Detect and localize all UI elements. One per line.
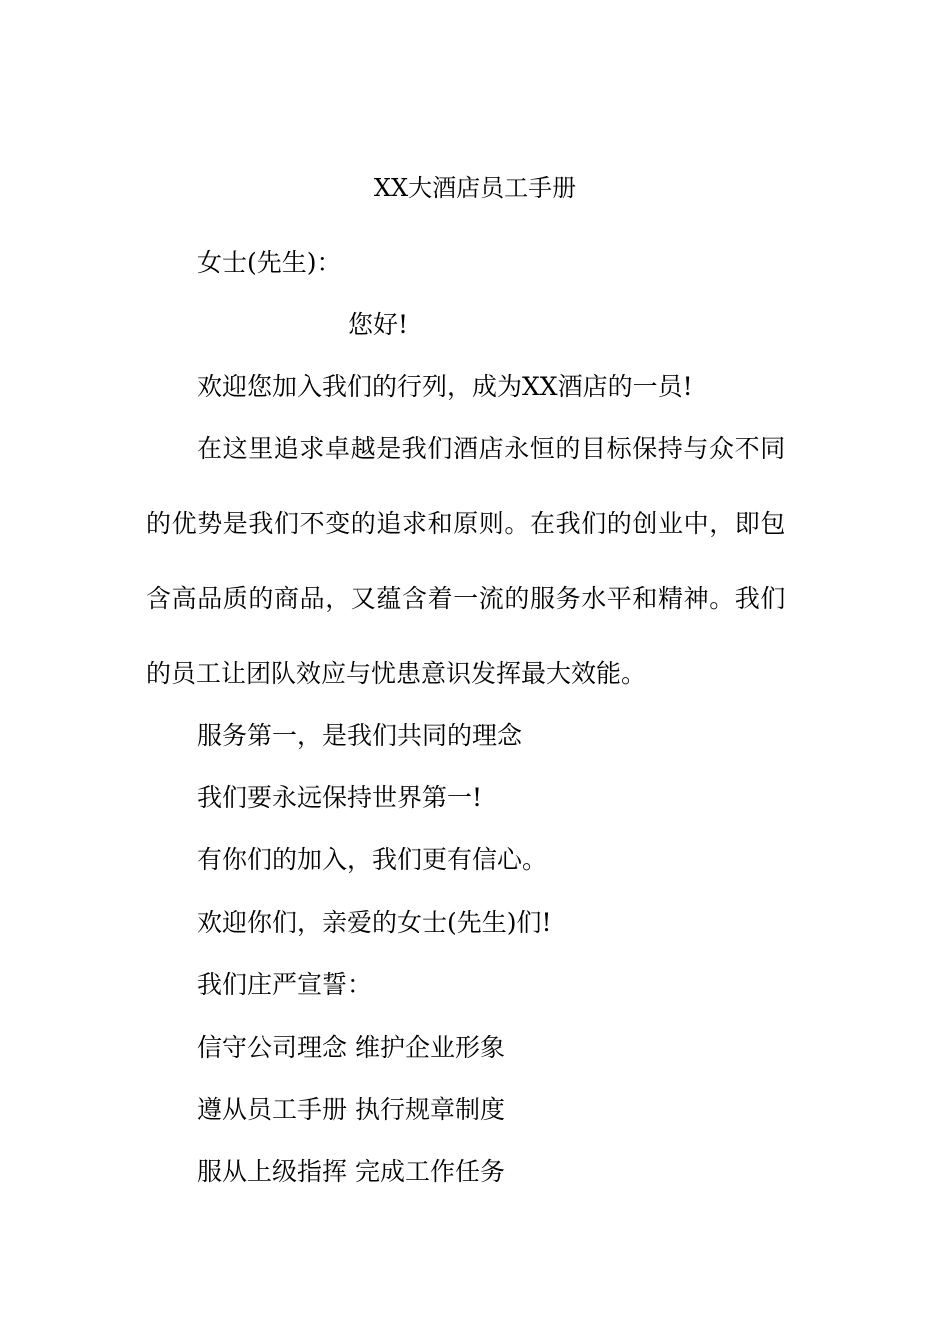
paragraph-line: 我们庄严宣誓： [197,970,373,999]
document-title: XX大酒店员工手册 [373,174,577,202]
greeting: 您好! [348,310,409,339]
paragraph-line: 服务第一，是我们共同的理念 [197,721,523,750]
paragraph-line: 含高品质的商品，又蕴含着一流的服务水平和精神。我们 [146,584,787,613]
paragraph-line: 的员工让团队效应与忧患意识发挥最大效能。 [146,659,647,688]
paragraph-line: 欢迎你们，亲爱的女士(先生)们! [197,908,552,937]
oath-line: 服从上级指挥 完成工作任务 [197,1157,505,1186]
paragraph-line: 有你们的加入，我们更有信心。 [197,845,548,874]
salutation: 女士(先生)： [197,248,342,277]
paragraph-line: 在这里追求卓越是我们酒店永恒的目标保持与众不同 [197,434,786,463]
paragraph-line: 我们要永远保持世界第一! [197,783,483,812]
oath-line: 遵从员工手册 执行规章制度 [197,1095,505,1124]
paragraph-line: 的优势是我们不变的追求和原则。在我们的创业中，即包 [146,509,787,538]
paragraph-welcome: 欢迎您加入我们的行列，成为XX酒店的一员! [197,372,693,401]
oath-line: 信守公司理念 维护企业形象 [197,1033,505,1062]
